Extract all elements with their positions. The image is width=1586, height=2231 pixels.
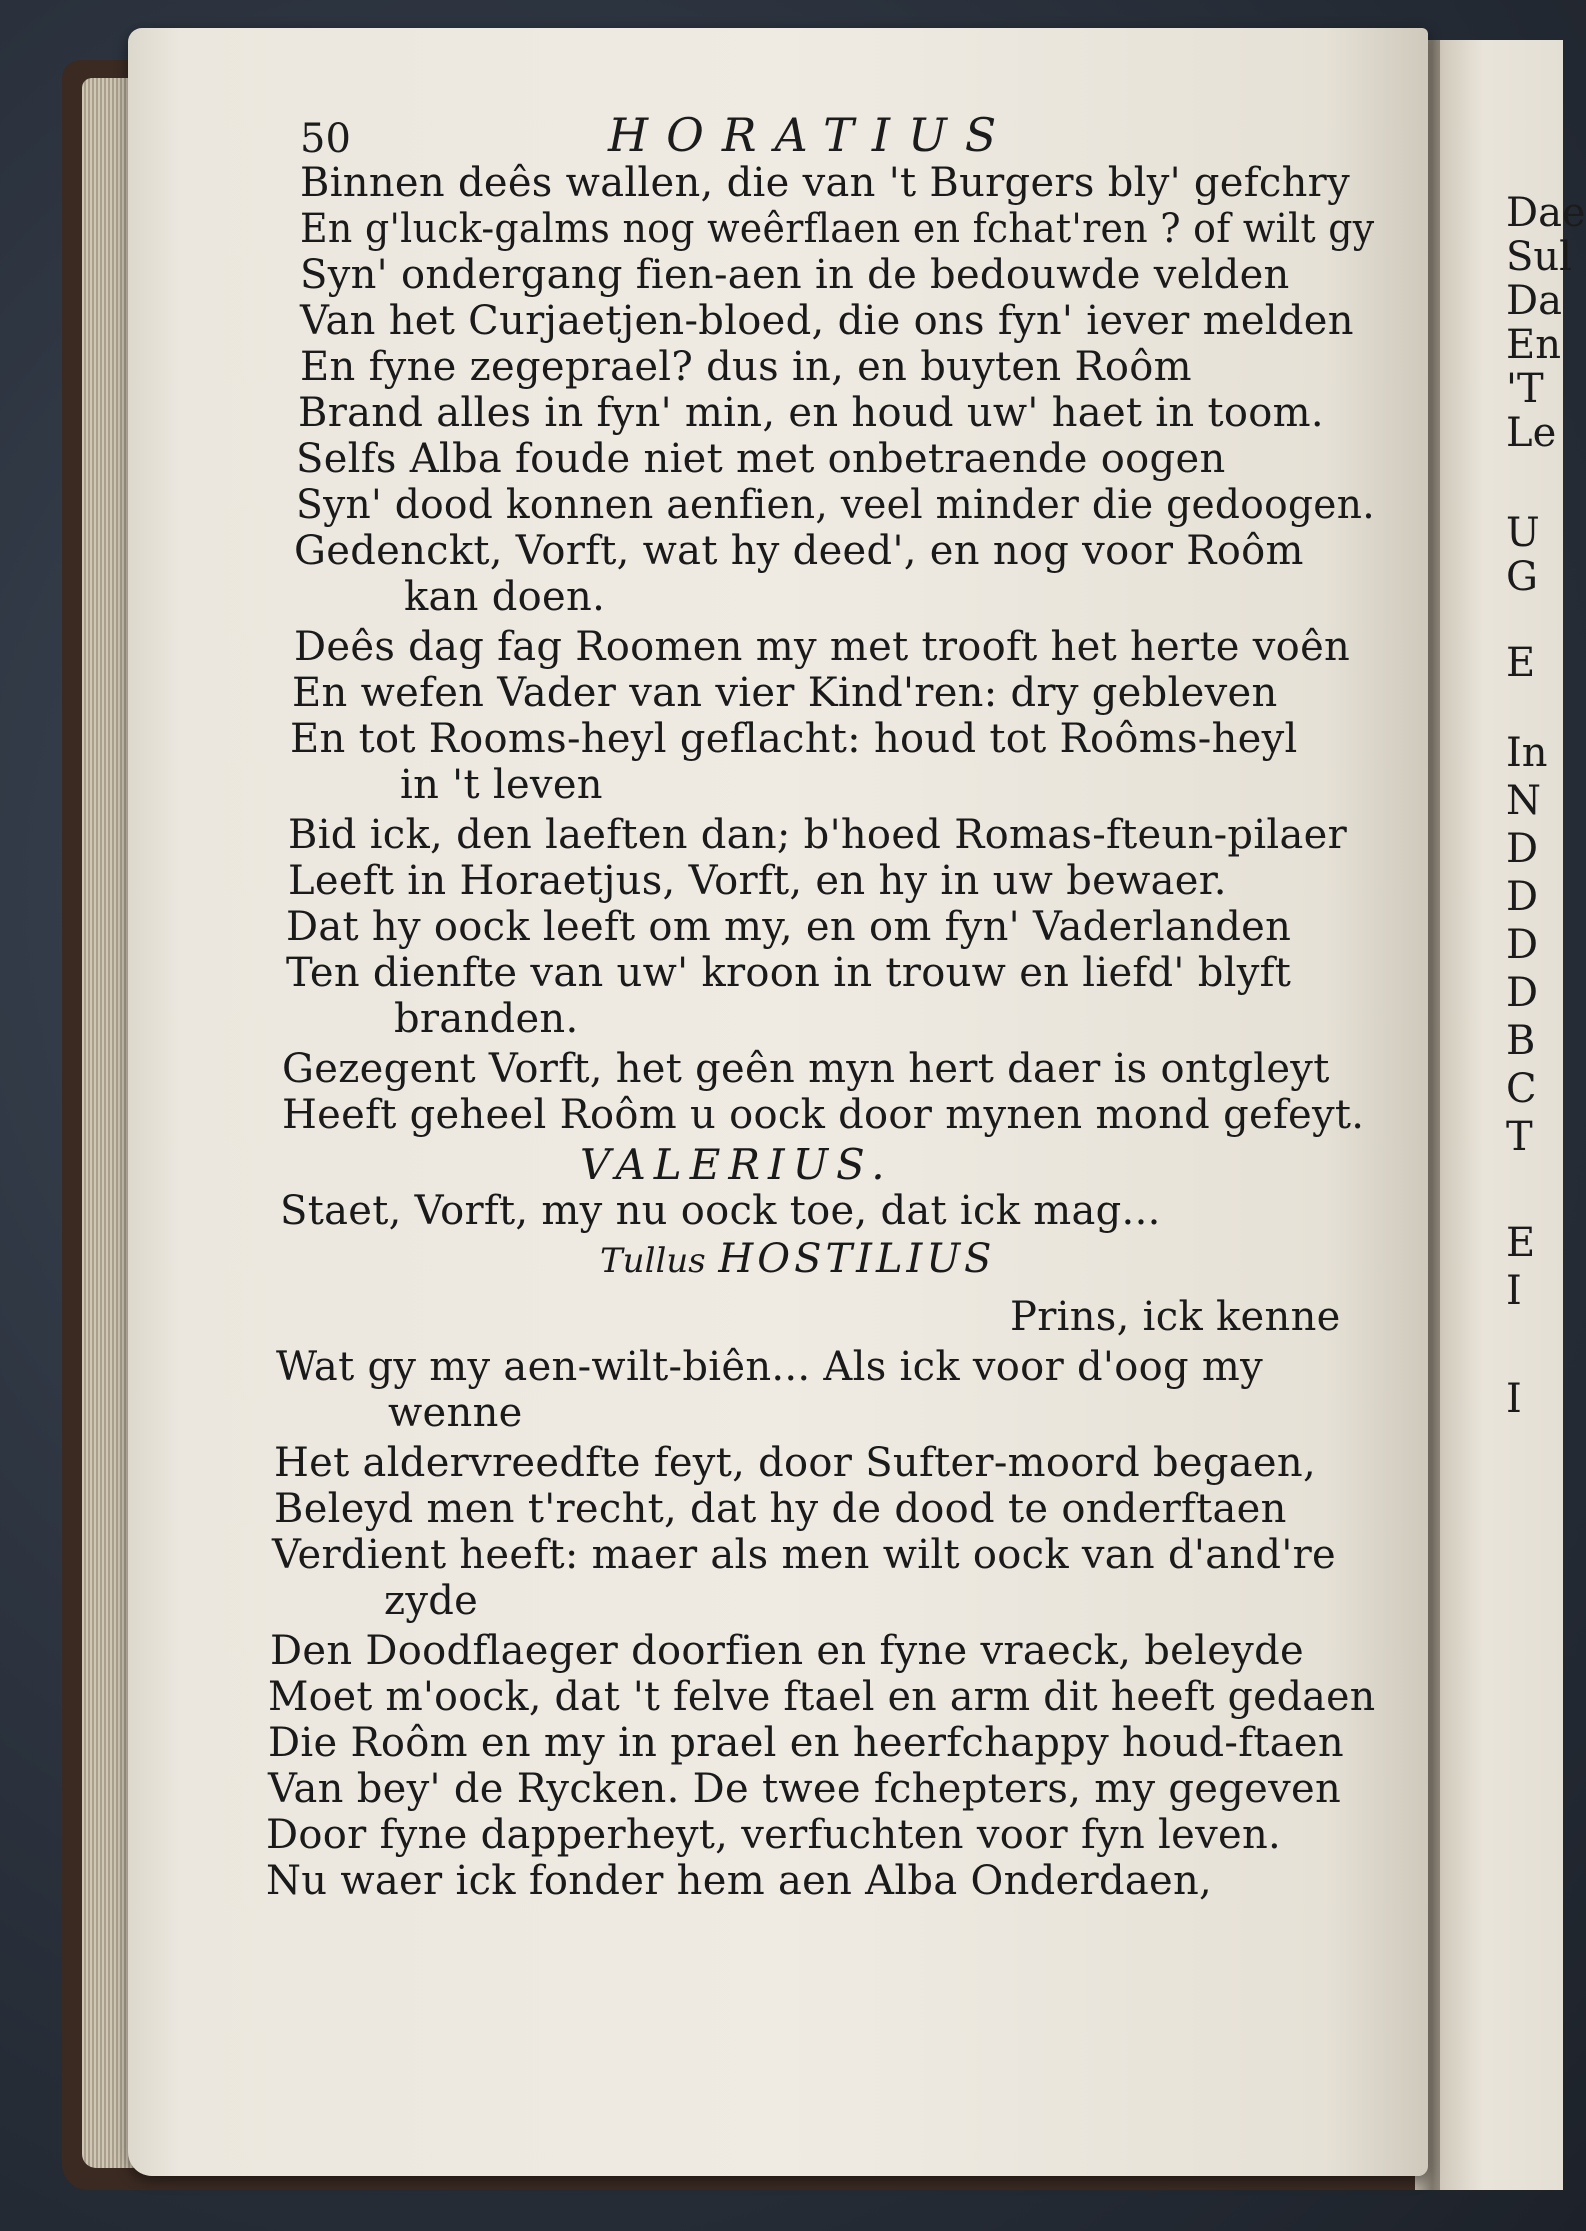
- verse-line: Gedenckt, Vorft, wat hy deed', en nog voor Roôm: [294, 528, 1304, 574]
- facing-fragment: D: [1506, 874, 1539, 920]
- facing-page: [1440, 40, 1586, 2190]
- verse-line: En fyne zegeprael? dus in, en buyten Roôm: [300, 344, 1192, 390]
- facing-fragment: Da: [1506, 278, 1562, 324]
- verse-line: Het aldervreedfte feyt, door Sufter-moord begaen,: [274, 1440, 1316, 1486]
- facing-fragment: I: [1506, 1376, 1522, 1422]
- verse-line: Dat hy oock leeft om my, en om fyn' Vaderlanden: [286, 904, 1292, 950]
- verse-line: Van bey' de Rycken. De twee fchepters, my gegeven: [268, 1766, 1342, 1812]
- running-title: HORATIUS: [608, 108, 1015, 162]
- facing-fragment: 'T: [1506, 366, 1544, 412]
- verse-line: Van het Curjaetjen-bloed, die ons fyn' iever melden: [300, 298, 1354, 344]
- verse-line: Prins, ick kenne: [1010, 1294, 1341, 1340]
- facing-fragment: G: [1506, 554, 1538, 600]
- speaker-surname: HOSTILIUS: [718, 1236, 996, 1282]
- verse-line: Wat gy my aen-wilt-biên... Als ick voor d'oog my: [276, 1344, 1264, 1390]
- verse-line: Deês dag fag Roomen my met trooft het herte voên: [294, 624, 1351, 670]
- verse-line: Verdient heeft: maer als men wilt oock van d'and're: [272, 1532, 1337, 1578]
- verse-line: Syn' ondergang fien-aen in de bedouwde velden: [300, 252, 1290, 298]
- verse-line: Brand alles in fyn' min, en houd uw' haet in toom.: [298, 390, 1324, 436]
- verse-line: Ten dienfte van uw' kroon in trouw en liefd' blyft: [286, 950, 1292, 996]
- facing-fragment: E: [1506, 1220, 1536, 1266]
- facing-fragment: En: [1506, 322, 1561, 368]
- verse-line: En tot Rooms-heyl geflacht: houd tot Roôms-heyl: [290, 716, 1298, 762]
- facing-fragment: Sul: [1506, 234, 1572, 280]
- verse-line: Moet m'oock, dat 't felve ftael en arm dit heeft gedaen: [268, 1674, 1376, 1720]
- verse-line: Den Doodflaeger doorfien en fyne vraeck, beleyde: [270, 1628, 1304, 1674]
- facing-fragment: In: [1506, 730, 1548, 776]
- verse-line-continuation: in 't leven: [400, 762, 603, 808]
- verse-line: Heeft geheel Roôm u oock door mynen mond gefeyt.: [282, 1092, 1365, 1138]
- verse-line: En g'luck-galms nog weêrflaen en fchat'ren ? of wilt gy: [300, 206, 1375, 252]
- verse-line: Leeft in Horaetjus, Vorft, en hy in uw bewaer.: [288, 858, 1227, 904]
- verse-line: Gezegent Vorft, het geên myn hert daer is ontgleyt: [282, 1046, 1330, 1092]
- facing-fragment: Dae: [1506, 190, 1586, 236]
- speaker-name: VALERIUS.: [580, 1140, 893, 1189]
- facing-fragment: D: [1506, 922, 1539, 968]
- verse-line-continuation: zyde: [384, 1578, 479, 1624]
- verse-line: Bid ick, den laeften dan; b'hoed Romas-fteun-pilaer: [288, 812, 1348, 858]
- facing-fragment: D: [1506, 970, 1539, 1016]
- verse-line: En wefen Vader van vier Kind'ren: dry gebleven: [292, 670, 1278, 716]
- facing-fragment: B: [1506, 1018, 1536, 1064]
- verse-line-continuation: kan doen.: [404, 574, 606, 620]
- speaker-name: [600, 1236, 995, 1282]
- facing-fragment: C: [1506, 1066, 1537, 1112]
- verse-line-continuation: branden.: [394, 996, 579, 1042]
- facing-fragment: I: [1506, 1268, 1522, 1314]
- facing-fragment: T: [1506, 1114, 1533, 1160]
- verse-line: Staet, Vorft, my nu oock toe, dat ick mag...: [280, 1188, 1161, 1234]
- facing-fragment: D: [1506, 826, 1539, 872]
- verse-line: Selfs Alba foude niet met onbetraende oogen: [296, 436, 1226, 482]
- verse-line: Beleyd men t'recht, dat hy de dood te onderftaen: [274, 1486, 1287, 1532]
- verse-line: Door fyne dapperheyt, verfuchten voor fyn leven.: [266, 1812, 1282, 1858]
- verse-line: Nu waer ick fonder hem aen Alba Onderdaen,: [266, 1858, 1213, 1904]
- verse-line: Binnen deês wallen, die van 't Burgers bly' gefchry: [300, 160, 1350, 206]
- verse-line: Die Roôm en my in prael en heerfchappy houd-ftaen: [268, 1720, 1344, 1766]
- facing-fragment: Le: [1506, 410, 1557, 456]
- facing-fragment: U: [1506, 510, 1540, 556]
- facing-fragment: E: [1506, 640, 1536, 686]
- page-number: 50: [300, 116, 351, 162]
- verse-line-continuation: wenne: [388, 1390, 523, 1436]
- facing-fragment: N: [1506, 778, 1541, 824]
- speaker-prefix: Tullus: [600, 1241, 706, 1281]
- verse-line: Syn' dood konnen aenfien, veel minder die gedoogen.: [296, 482, 1375, 528]
